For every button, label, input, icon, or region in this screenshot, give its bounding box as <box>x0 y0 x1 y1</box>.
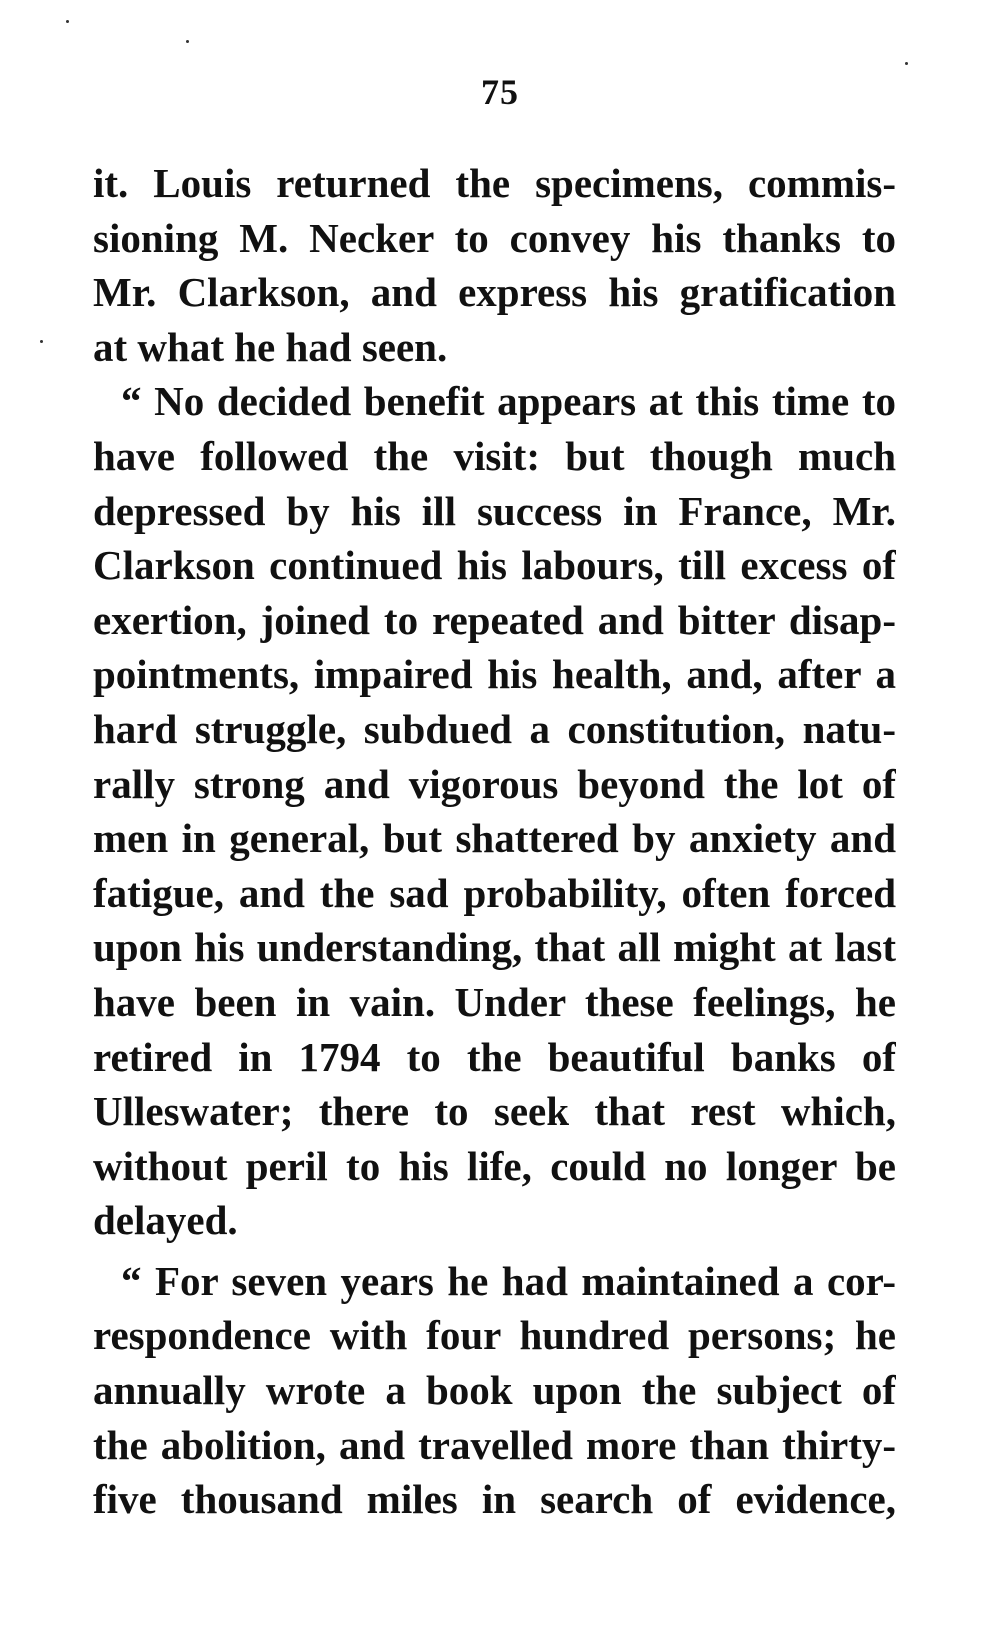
text-line: “ For seven years he had maintained a cor- <box>121 1257 896 1304</box>
print-speck <box>40 340 43 343</box>
text-line: upon his understanding, that all might at last <box>93 924 896 971</box>
print-speck <box>905 62 908 65</box>
text-line: “ No decided benefit appears at this time to <box>121 378 896 425</box>
text-line: Ulleswater; there to seek that rest which, <box>93 1088 896 1135</box>
text-line: have been in vain. Under these feelings, he <box>93 978 896 1025</box>
page-number: 75 <box>481 72 519 112</box>
text-line: rally strong and vigorous beyond the lot of <box>93 760 896 807</box>
text-line: Mr. Clarkson, and express his gratification <box>93 269 896 316</box>
text-line: pointments, impaired his health, and, after a <box>93 651 896 698</box>
text-line: depressed by his ill success in France, Mr. <box>93 487 896 534</box>
text-line: annually wrote a book upon the subject of <box>93 1367 896 1414</box>
text-line: have followed the visit: but though much <box>93 432 896 479</box>
text-line: delayed. <box>93 1197 238 1244</box>
text-line: retired in 1794 to the beautiful banks of <box>93 1033 896 1080</box>
print-speck <box>186 40 189 43</box>
text-line: it. Louis returned the specimens, commis- <box>93 160 896 206</box>
text-line: five thousand miles in search of evidence, <box>93 1476 896 1523</box>
text-line: respondence with four hundred persons; he <box>93 1312 896 1359</box>
text-line: sioning M. Necker to convey his thanks to <box>93 214 896 261</box>
text-line: exertion, joined to repeated and bitter disap- <box>93 596 896 643</box>
text-line: hard struggle, subdued a constitution, natu- <box>93 705 896 752</box>
text-line: the abolition, and travelled more than thirty- <box>93 1421 896 1468</box>
text-line: men in general, but shattered by anxiety and <box>93 815 896 862</box>
text-line: Clarkson continued his labours, till excess of <box>93 542 896 589</box>
body-text <box>93 156 896 1527</box>
print-speck <box>66 20 69 23</box>
text-line: fatigue, and the sad probability, often forced <box>93 869 896 916</box>
text-line: at what he had seen. <box>93 323 448 370</box>
text-line: without peril to his life, could no longer be <box>93 1142 896 1189</box>
